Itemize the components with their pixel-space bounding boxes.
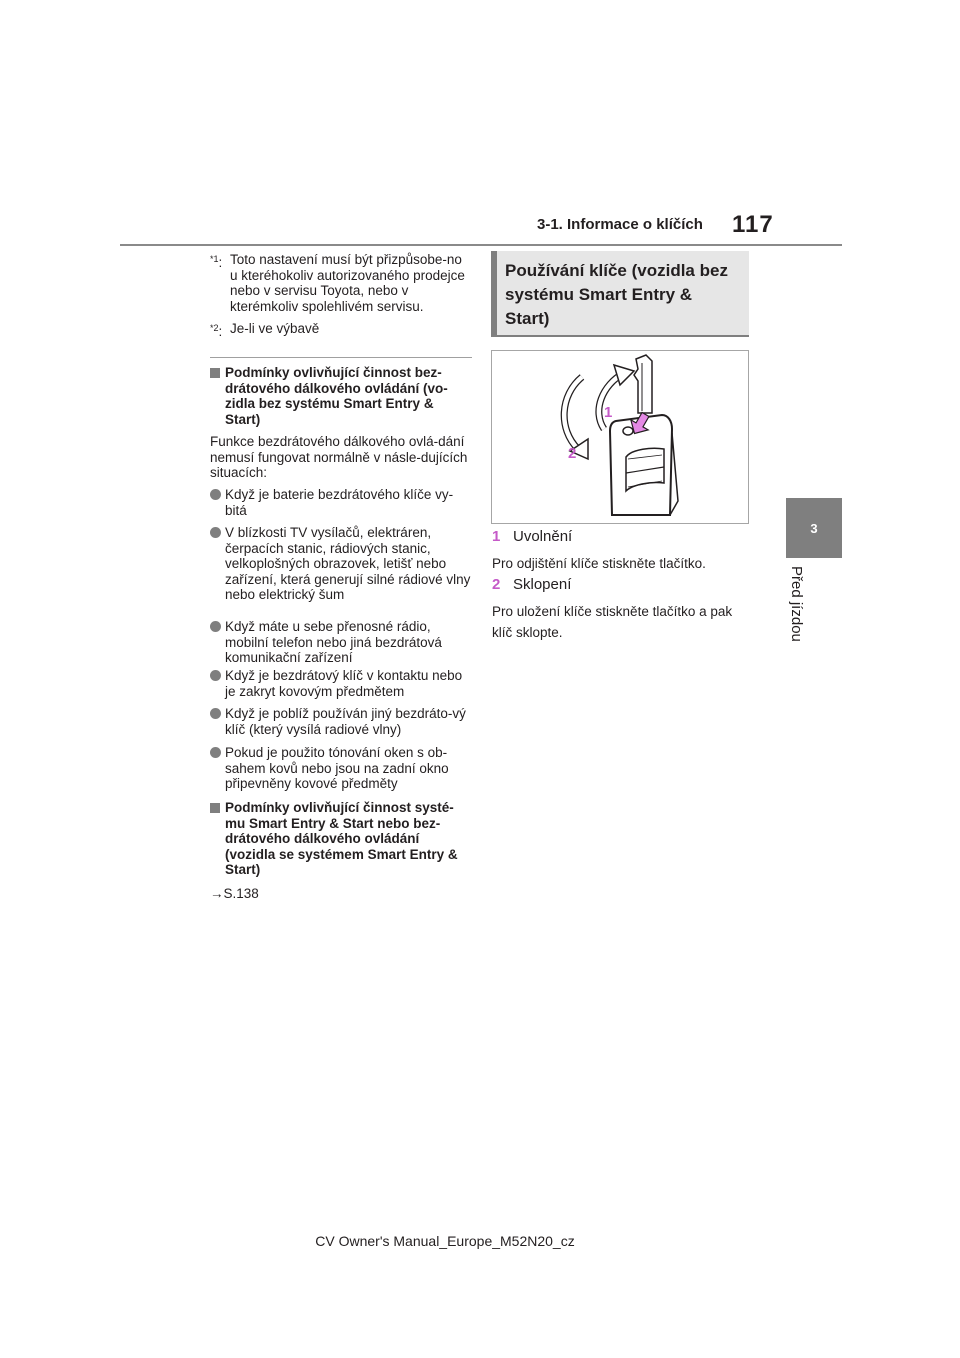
footnote-text: Je-li ve výbavě — [230, 321, 320, 336]
list-item: V blízkosti TV vysílačů, elektráren, čerpacích stanic, rádiových stanic, velkoplošných obrazovek, letišť nebo zařízení, která generují silné rádiové vlny nebo elektrický šum — [210, 525, 472, 603]
figure-label-2: 2 — [568, 445, 577, 462]
header-rule — [120, 244, 842, 246]
section-title-box — [491, 251, 749, 337]
circle-bullet-icon — [210, 489, 221, 500]
key-figure — [491, 350, 749, 524]
step-title: Uvolnění — [513, 528, 573, 545]
footnote-marker: $^{*2}$: — [210, 323, 223, 339]
page-reference: →S.138 — [210, 886, 259, 901]
step-1 — [492, 528, 572, 546]
circle-bullet-icon — [210, 621, 221, 632]
list-item: Když máte u sebe přenosné rádio, mobilní telefon nebo jiná bezdrátová komunikační zařízení — [210, 619, 472, 666]
conditions-intro: Funkce bezdrátového dálkového ovlá-dání nemusí fungovat normálně v násle-dujících situacích: — [210, 434, 468, 480]
step-number: 1 — [492, 528, 501, 545]
section-title-bar — [491, 251, 497, 337]
list-item: Když je poblíž používán jiný bezdráto-vý klíč (který vysílá radiové vlny) — [210, 706, 472, 737]
footnote-2 — [210, 321, 472, 337]
chapter-tab: 3 — [786, 498, 842, 558]
page-number: 117 — [732, 211, 774, 238]
chapter-name-text: Před jízdou — [788, 566, 805, 642]
list-item: Pokud je použito tónování oken s ob-sahem kovů nebo jsou na zadní okno připevněny kovové předměty — [210, 745, 472, 792]
square-bullet-icon — [210, 368, 220, 378]
list-item: Když je bezdrátový klíč v kontaktu nebo je zakryt kovovým předmětem — [210, 668, 472, 699]
step-description: Pro uložení klíče stiskněte tlačítko a pak klíč sklopte. — [492, 604, 733, 640]
circle-bullet-icon — [210, 670, 221, 681]
square-bullet-icon — [210, 803, 220, 813]
footnote-marker: $^{*1}$: — [210, 254, 223, 270]
figure-label-1: 1 — [604, 404, 613, 421]
section-title: Používání klíče (vozidla bez systému Smart Entry & Start) — [505, 261, 728, 328]
conditions-heading-2: Podmínky ovlivňující činnost systé-mu Smart Entry & Start nebo bez-drátového dálkového ovládání (vozidla se systémem Smart Entry & Start) — [210, 800, 472, 878]
release-button — [623, 427, 633, 435]
key-blade — [634, 355, 652, 413]
circle-bullet-icon — [210, 708, 221, 719]
page-footer: CV Owner's Manual_Europe_M52N20_cz — [315, 1233, 575, 1249]
separator — [210, 357, 472, 358]
step-2 — [492, 576, 571, 594]
step-number: 2 — [492, 576, 501, 593]
step-title: Sklopení — [513, 576, 572, 593]
conditions-heading-1: Podmínky ovlivňující činnost bez-drátového dálkového ovládání (vo-zidla bez systému Smart Entry & Start) — [210, 365, 472, 427]
step-description: Pro odjištění klíče stiskněte tlačítko. — [492, 556, 706, 571]
circle-bullet-icon — [210, 747, 221, 758]
footnote-text: Toto nastavení musí být přizpůsobe-no u kteréhokoliv autorizovaného prodejce nebo v servisu Toyota, nebo v kterémkoliv spolehlivém servisu. — [230, 252, 465, 314]
chapter-name — [781, 566, 811, 646]
list-item: Když je baterie bezdrátového klíče vy-bitá — [210, 487, 472, 518]
footnote-1 — [210, 252, 472, 314]
running-header-section: 3-1. Informace o klíčích — [537, 216, 703, 233]
key-illustration — [492, 351, 748, 523]
circle-bullet-icon — [210, 527, 221, 538]
